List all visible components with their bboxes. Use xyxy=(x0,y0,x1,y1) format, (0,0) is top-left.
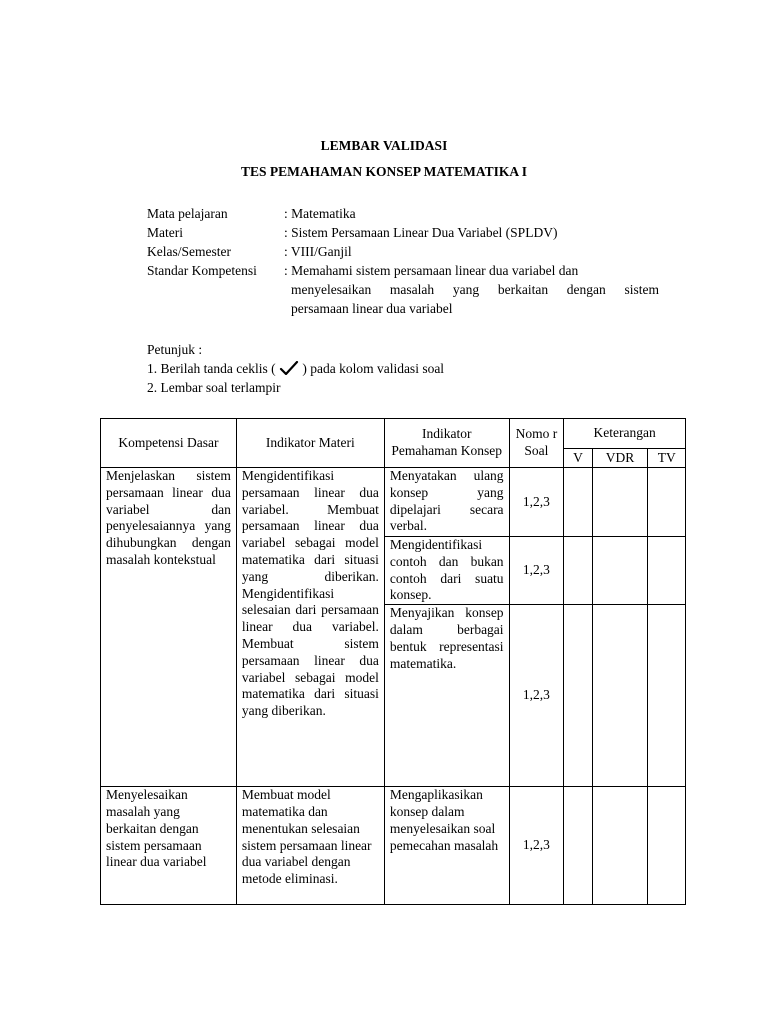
materi-label: Materi xyxy=(147,225,183,240)
checkmark-icon xyxy=(279,361,299,375)
document-subtitle: TES PEMAHAMAN KONSEP MATEMATIKA I xyxy=(240,164,528,179)
materi-value: : Sistem Persamaan Linear Dua Variabel (SPLDV) xyxy=(284,225,558,240)
instructions-heading: Petunjuk : xyxy=(147,342,203,357)
vdr-cell-3[interactable] xyxy=(592,605,648,787)
im-cell-2: Membuat model matematika dan menentukan selesaian sistem persamaan linear dua variabel dengan metode eliminasi. xyxy=(236,787,384,905)
vdr-cell-1[interactable] xyxy=(592,468,648,537)
nomor-cell-1: 1,2,3 xyxy=(509,468,564,537)
instruction-item-1 xyxy=(147,359,444,378)
document-title: LEMBAR VALIDASI xyxy=(320,138,448,153)
ipk-cell-4: Mengaplikasikan konsep dalam menyelesaikan soal pemecahan masalah xyxy=(384,787,509,905)
nomor-cell-4: 1,2,3 xyxy=(509,787,564,905)
v-cell-2[interactable] xyxy=(564,537,592,605)
tv-cell-4[interactable] xyxy=(648,787,686,905)
im-cell-1: Mengidentifikasi persamaan linear dua variabel. Membuat persamaan linear dua variabel sebagai model matematika dari situasi yang diberikan. Mengidentifikasi selesaian dari persamaan linear dua variabel. Membuat sistem persamaan linear dua variabel sebagai model matematika dari situasi yang diberikan. xyxy=(236,468,384,787)
v-cell-1[interactable] xyxy=(564,468,592,537)
header-tv: TV xyxy=(648,449,686,468)
ipk-cell-3: Menyajikan konsep dalam berbagai bentuk representasi matematika. xyxy=(384,605,509,787)
kelas-label: Kelas/Semester xyxy=(147,244,231,259)
v-cell-4[interactable] xyxy=(564,787,592,905)
table-row xyxy=(101,468,686,537)
tv-cell-2[interactable] xyxy=(648,537,686,605)
instruction-item-2: 2. Lembar soal terlampir xyxy=(147,380,281,395)
sk-value-line3: persamaan linear dua variabel xyxy=(291,301,453,316)
tv-cell-1[interactable] xyxy=(648,468,686,537)
header-indikator-pemahaman: Indikator Pemahaman Konsep xyxy=(384,419,509,468)
tv-cell-3[interactable] xyxy=(648,605,686,787)
sk-value-line2: menyelesaikan masalah yang berkaitan dengan sistem xyxy=(291,282,659,297)
kd-cell-1: Menjelaskan sistem persamaan linear dua variabel dan penyelesaiannya yang dihubungkan dengan masalah kontekstual xyxy=(101,468,237,787)
nomor-cell-3: 1,2,3 xyxy=(509,605,564,787)
instructions-section xyxy=(147,340,444,397)
sk-value-line1: : Memahami sistem persamaan linear dua variabel dan xyxy=(284,263,579,278)
header-nomor-soal: Nomo r Soal xyxy=(509,419,564,468)
kd-cell-2: Menyelesaikan masalah yang berkaitan dengan sistem persamaan linear dua variabel xyxy=(101,787,237,905)
header-keterangan: Keterangan xyxy=(564,419,686,449)
table-row xyxy=(101,787,686,905)
mapel-value: : Matematika xyxy=(284,206,356,221)
validation-table xyxy=(100,418,686,905)
ipk-cell-1: Menyatakan ulang konsep yang dipelajari secara verbal. xyxy=(384,468,509,537)
v-cell-3[interactable] xyxy=(564,605,592,787)
instruction-item-1-pre: 1. Berilah tanda ceklis ( xyxy=(147,361,276,376)
nomor-cell-2: 1,2,3 xyxy=(509,537,564,605)
header-indikator-materi: Indikator Materi xyxy=(236,419,384,468)
kelas-value: : VIII/Ganjil xyxy=(284,244,352,259)
vdr-cell-2[interactable] xyxy=(592,537,648,605)
ipk-cell-2: Mengidentifikasi contoh dan bukan contoh dari suatu konsep. xyxy=(384,537,509,605)
mapel-label: Mata pelajaran xyxy=(147,206,228,221)
sk-label: Standar Kompetensi xyxy=(147,263,257,278)
header-vdr: VDR xyxy=(592,449,648,468)
header-v: V xyxy=(564,449,592,468)
header-kompetensi-dasar: Kompetensi Dasar xyxy=(101,419,237,468)
instruction-item-1-post: ) pada kolom validasi soal xyxy=(302,361,445,376)
vdr-cell-4[interactable] xyxy=(592,787,648,905)
